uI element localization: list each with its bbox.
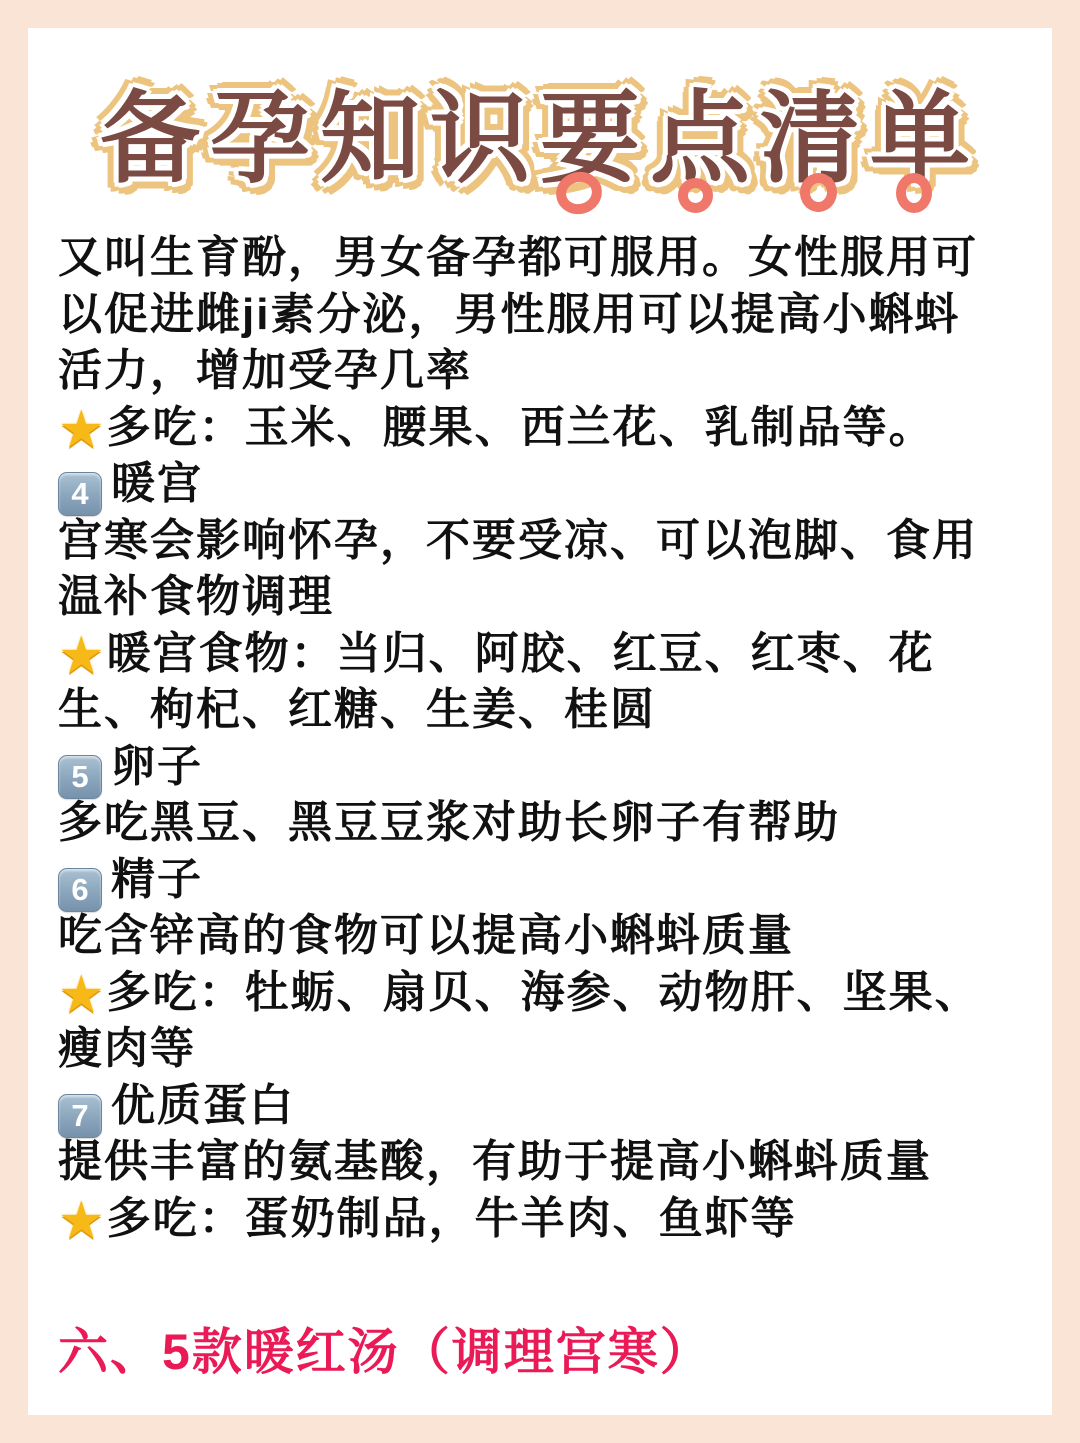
keycap-7-icon: 7 xyxy=(58,1094,102,1138)
star-icon: ★ xyxy=(58,626,105,685)
line-text: 宫寒会影响怀孕，不要受凉、可以泡脚、食用 xyxy=(58,515,978,565)
keycap-5-icon: 5 xyxy=(58,755,102,799)
circle-doodle-icon xyxy=(896,173,932,213)
line-text: 生、枸杞、红糖、生姜、桂圆 xyxy=(58,685,656,734)
text-line xyxy=(58,1021,1026,1078)
line-text: 多吃：玉米、腰果、西兰花、乳制品等。 xyxy=(106,402,935,452)
line-text: 卵子 xyxy=(111,741,203,791)
text-line xyxy=(58,513,1026,570)
text-line xyxy=(58,1191,1026,1248)
text-line xyxy=(58,908,1026,965)
content-card xyxy=(28,28,1052,1415)
text-line xyxy=(58,965,1026,1022)
line-text: 优质蛋白 xyxy=(111,1080,295,1130)
page-title: 备孕知识要点清单 xyxy=(100,83,980,195)
line-text: 暖宫食物：当归、阿胶、红豆、红枣、花 xyxy=(106,628,935,678)
line-text: 又叫生育酚，男女备孕都可服用。女性服用可 xyxy=(58,233,978,282)
line-text: 暖宫 xyxy=(111,459,203,508)
text-line xyxy=(58,795,1026,852)
text-line xyxy=(58,739,1026,796)
text-line xyxy=(58,682,1026,739)
line-text: 多吃：蛋奶制品，牛羊肉、鱼虾等 xyxy=(106,1193,797,1243)
text-line xyxy=(58,287,1026,344)
star-icon: ★ xyxy=(58,1191,105,1250)
line-text: 瘦肉等 xyxy=(58,1024,196,1073)
text-line xyxy=(58,1134,1026,1191)
text-line xyxy=(58,456,1026,513)
line-text: 以促进雌ji素分泌，男性服用可以提高小蝌蚪 xyxy=(58,289,961,339)
line-text: 提供丰富的氨基酸，有助于提高小蝌蚪质量 xyxy=(58,1137,932,1186)
line-text: 多吃黑豆、黑豆豆浆对助长卵子有帮助 xyxy=(58,798,840,847)
line-text: 活力，增加受孕几率 xyxy=(58,346,472,395)
line-text: 吃含锌高的食物可以提高小蝌蚪质量 xyxy=(58,911,794,960)
text-line xyxy=(58,400,1026,457)
keycap-6-icon: 6 xyxy=(58,868,102,912)
line-text: 温补食物调理 xyxy=(58,572,334,621)
text-line xyxy=(58,343,1026,400)
circle-doodle-icon xyxy=(678,178,713,213)
star-icon: ★ xyxy=(58,400,105,459)
text-line xyxy=(58,626,1026,683)
line-text: 精子 xyxy=(111,854,203,904)
text-line xyxy=(58,569,1026,626)
body-text xyxy=(58,230,1026,1250)
star-icon: ★ xyxy=(58,965,105,1024)
line-text: 多吃：牡蛎、扇贝、海参、动物肝、坚果、 xyxy=(106,967,981,1017)
keycap-4-icon: 4 xyxy=(58,472,102,516)
text-line xyxy=(58,1078,1026,1135)
section-heading: 六、5款暖红汤（调理宫寒） xyxy=(58,1324,712,1380)
text-line xyxy=(58,852,1026,909)
text-line xyxy=(58,230,1026,287)
